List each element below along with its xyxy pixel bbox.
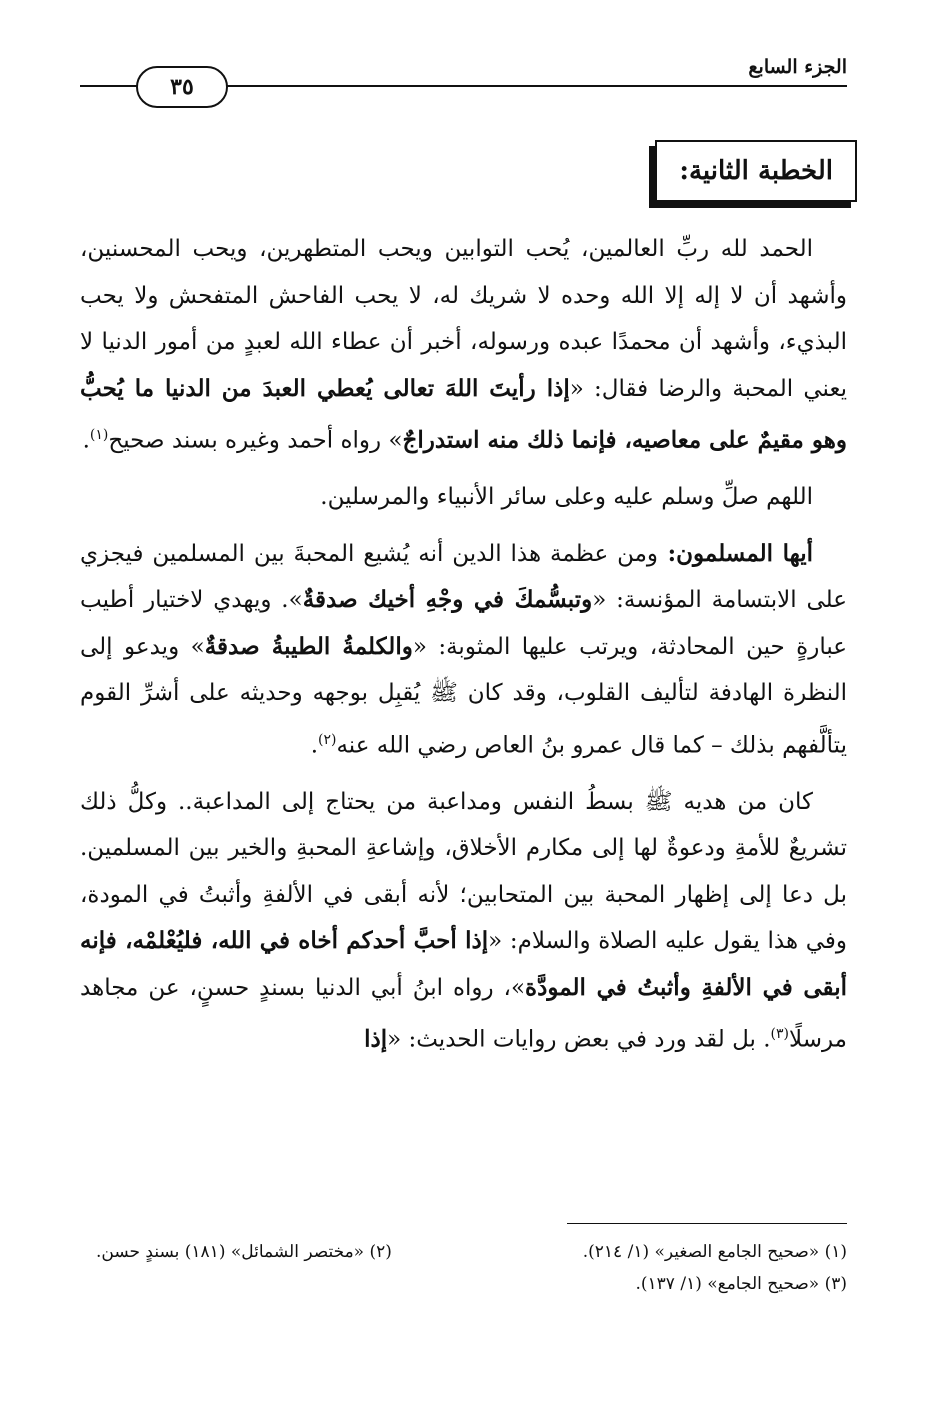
footnote-marker: (١) — [89, 427, 109, 443]
section-title: الخطبة الثانية: — [655, 140, 857, 202]
footnotes — [96, 1236, 847, 1300]
footnote-2: (٢) «مختصر الشمائل» (١٨١) بسندٍ حسن. — [96, 1242, 392, 1262]
text-run: . — [82, 427, 90, 454]
bold-quote: إذا رأيتَ اللهَ تعالى يُعطي العبدَ من الدنيا ما يُحبُّ وهو مقيمٌ على معاصيه، فإنما ذلك منه استدراجٌ — [80, 374, 847, 454]
bold-quote: أيها المسلمون: — [658, 539, 813, 567]
body-text — [80, 226, 847, 1063]
text-run: ». ويهدي لاختيار أطيب عبارةٍ حين المحادثة، ويرتب عليها المثوبة: « — [80, 587, 848, 660]
page-number-badge: ٣٥ — [136, 66, 228, 108]
text-run: » رواه أحمد وغيره بسند صحيح — [108, 427, 403, 454]
text-run: اللهم صلِّ وسلم عليه وعلى سائر الأنبياء والمرسلين. — [320, 484, 813, 511]
paragraph — [80, 531, 847, 769]
bold-quote: وتبسُّمكَ في وجْهِ أخيك صدقةٌ — [302, 586, 593, 614]
footnote-1: (١) «صحيح الجامع الصغير» (١/ ٢١٤). — [582, 1242, 847, 1262]
footnote-3: (٣) «صحيح الجامع» (١/ ١٣٧). — [635, 1274, 847, 1294]
paragraph — [80, 779, 847, 1064]
bold-quote: إذا — [364, 1025, 388, 1053]
footnote-rule — [567, 1223, 847, 1224]
text-run: »، رواه ابنُ أبي الدنيا بسندٍ حسنٍ، عن مجاهد مرسلًا — [80, 974, 847, 1053]
bold-quote: إذا أحبَّ أحدكم أخاه في الله، فليُعْلمْه، فإنه أبقى في الألفةِ وأثبتُ في المودَّة — [80, 927, 847, 1001]
paragraph — [80, 474, 847, 521]
paragraph — [80, 226, 847, 464]
footnote-marker: (٣) — [770, 1026, 789, 1043]
running-head: الجزء السابع — [748, 56, 847, 78]
footnote-row — [96, 1236, 847, 1268]
text-run: الحمد لله ربِّ العالمين، يُحب التوابين ويحب المتطهرين، ويحب المحسنين، وأشهد أن لا إله إلا الله وحده لا شريك له، لا يحب الفاحش المتفحش ولا يحب البذيء، وأشهد أن محمدًا عبده ورسوله، أخبر أن عطاء الله لعبدٍ من أمور الدنيا لا يعني المحبة والرضا فقال: « — [80, 236, 847, 402]
bold-quote: والكلمةُ الطيبةُ صدقةٌ — [204, 632, 413, 660]
footnote-marker: (٢) — [318, 731, 337, 748]
text-run: . — [310, 732, 318, 759]
text-run: » ويدعو إلى النظرة الهادفة لتأليف القلوب، وقد كان ﷺ يُقبِل بوجهه وحديثه على أشرِّ القوم يتألَّفهم بذلك – كما قال عمرو بنُ العاص رضي الله عنه — [80, 633, 847, 759]
text-run: . بل لقد ورد في بعض روايات الحديث: « — [387, 1026, 771, 1053]
text-run: كان من هديه ﷺ بسطُ النفس ومداعبة من يحتاج إلى المداعبة.. وكلُّ ذلك تشريعٌ للأمةِ ودعوةٌ لها إلى مكارم الأخلاق، وإشاعةِ المحبةِ والخير بين المسلمين. بل دعا إلى إظهار المحبة بين المتحابين؛ لأنه أبقى في الألفةِ وأثبتُ في المودة، وفي هذا يقول عليه الصلاة والسلام: « — [80, 788, 847, 955]
text-run: ومن عظمة هذا الدين أنه يُشيع المحبةَ بين المسلمين فيجزي على الابتسامة المؤنسة: « — [80, 540, 848, 614]
